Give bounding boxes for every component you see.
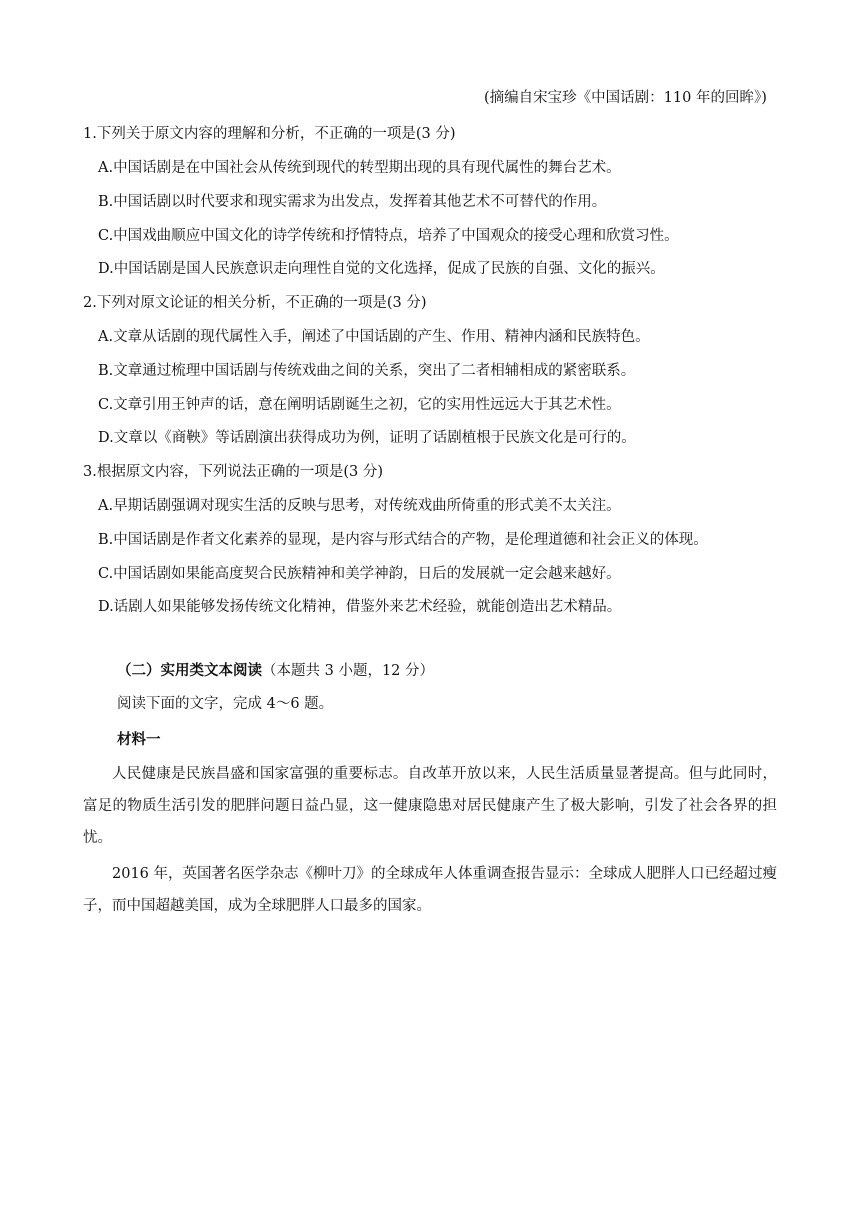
section-2-heading bbox=[117, 661, 434, 681]
question-1-option-a: A.中国话剧是在中国社会从传统到现代的转型期出现的具有现代属性的舞台艺术。 bbox=[98, 160, 621, 176]
question-2-option-a: A.文章从话剧的现代属性入手，阐述了中国话剧的产生、作用、精神内涵和民族特色。 bbox=[98, 329, 650, 345]
question-1-stem: 1.下列关于原文内容的理解和分析，不正确的一项是(3 分) bbox=[83, 126, 456, 142]
question-3-stem: 3.根据原文内容，下列说法正确的一项是(3 分) bbox=[83, 464, 383, 480]
material-paragraph-2: 2016 年，英国著名医学杂志《柳叶刀》的全球成年人体重调查报告显示：全球成人肥胖人口已经超过瘦子，而中国超越美国，成为全球肥胖人口最多的国家。 bbox=[83, 866, 778, 914]
question-1-option-b: B.中国话剧以时代要求和现实需求为出发点，发挥着其他艺术不可替代的作用。 bbox=[98, 194, 607, 210]
question-2-option-b: B.文章通过梳理中国话剧与传统戏曲之间的关系，突出了二者相辅相成的紧密联系。 bbox=[98, 363, 636, 379]
question-3-option-a: A.早期话剧强调对现实生活的反映与思考，对传统戏曲所倚重的形式美不太关注。 bbox=[98, 498, 621, 514]
question-1-option-d: D.中国话剧是国人民族意识走向理性自觉的文化选择，促成了民族的自强、文化的振兴。 bbox=[98, 261, 665, 277]
question-3-option-c: C.中国话剧如果能高度契合民族精神和美学神韵，日后的发展就一定会越来越好。 bbox=[98, 566, 621, 582]
material-heading: 材料一 bbox=[117, 731, 161, 748]
section-2-title-note: （本题共 3 小题，12 分） bbox=[262, 663, 435, 679]
section-2-instruction: 阅读下面的文字，完成 4～6 题。 bbox=[117, 696, 334, 712]
section-2-title: （二）实用类文本阅读 bbox=[117, 662, 262, 679]
question-3-option-b: B.中国话剧是作者文化素养的显现，是内容与形式结合的产物，是伦理道德和社会正义的体现。 bbox=[98, 532, 708, 548]
source-citation: (摘编自宋宝珍《中国话剧：110 年的回眸》) bbox=[484, 90, 767, 106]
question-3-option-d: D.话剧人如果能够发扬传统文化精神，借鉴外来艺术经验，就能创造出艺术精品。 bbox=[98, 599, 622, 615]
material-paragraph-1: 人民健康是民族昌盛和国家富强的重要标志。自改革开放以来，人民生活质量显著提高。但与此同时，富足的物质生活引发的肥胖问题日益凸显，这一健康隐患对居民健康产生了极大影响，引发了社会各界的担忧。 bbox=[83, 766, 777, 846]
question-2-stem: 2.下列对原文论证的相关分析，不正确的一项是(3 分) bbox=[83, 295, 427, 311]
question-2-option-c: C.文章引用王钟声的话，意在阐明话剧诞生之初，它的实用性远远大于其艺术性。 bbox=[98, 397, 621, 413]
question-2-option-d: D.文章以《商鞅》等话剧演出获得成功为例，证明了话剧植根于民族文化是可行的。 bbox=[98, 430, 636, 446]
question-1-option-c: C.中国戏曲顺应中国文化的诗学传统和抒情特点，培养了中国观众的接受心理和欣赏习性。 bbox=[98, 228, 679, 244]
